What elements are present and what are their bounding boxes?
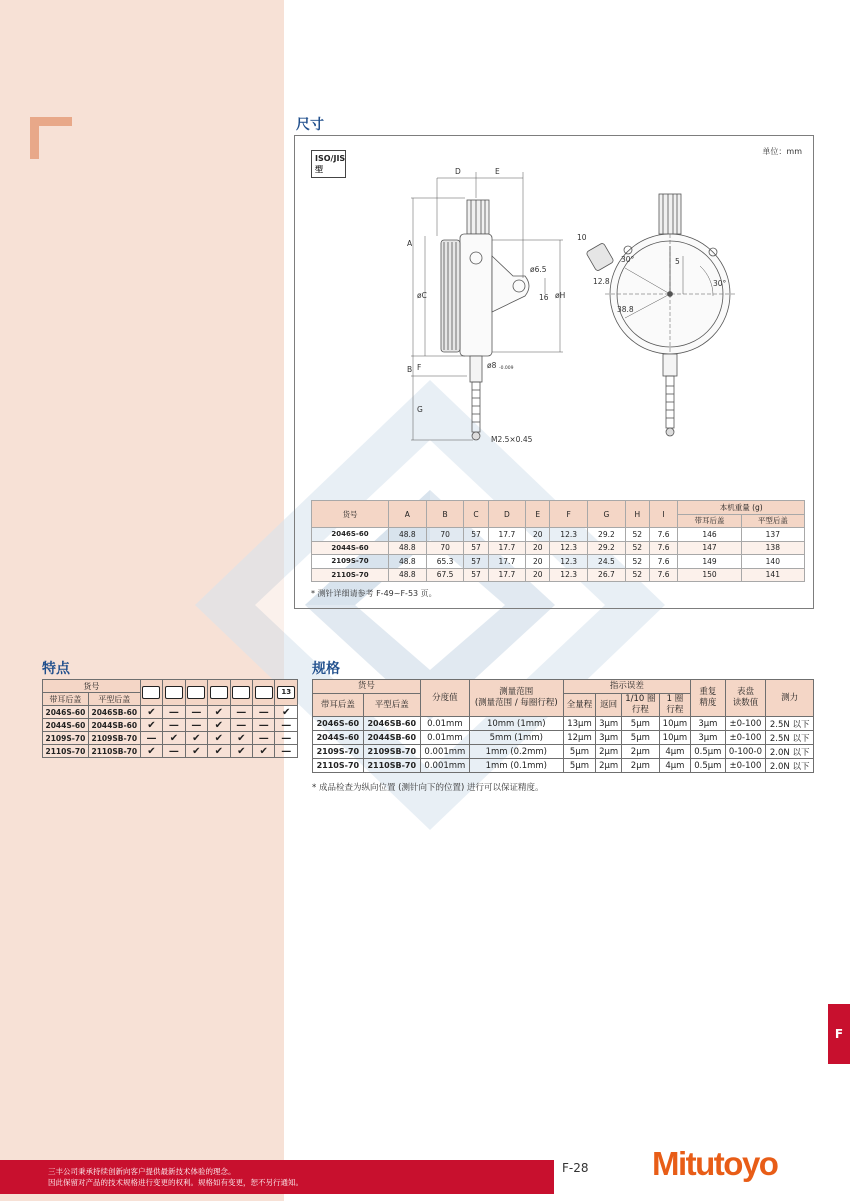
dimensions-table-cell: 7.6 (649, 541, 678, 555)
dimensions-table-cell: 70 (426, 541, 464, 555)
specs-table-cell: 0.01mm (420, 731, 469, 745)
specs-table-cell: 13μm (563, 717, 596, 731)
section-tab-f[interactable]: F (828, 1004, 850, 1064)
features-table-cell: 2110S-70 (43, 745, 89, 758)
footer-disclaimer (48, 1166, 303, 1188)
features-table-cell: ✔ (140, 719, 162, 732)
label-e: E (495, 167, 500, 176)
dimensions-table-cell: 2046S-60 (312, 528, 389, 542)
specs-table-cell: 0.5μm (691, 759, 725, 773)
spec-col-error-full: 全量程 (563, 694, 596, 717)
dimensions-table-cell: 7.6 (649, 555, 678, 569)
label-d: D (455, 167, 461, 176)
specs-note: * 成品检查为纵向位置 (测针向下的位置) 进行可以保证精度。 (312, 783, 544, 793)
specs-table-cell: 3μm (596, 731, 622, 745)
specs-title: 规格 (312, 661, 340, 677)
specs-table-cell: 2110SB-70 (363, 759, 420, 773)
specs-table-cell: 2.5N 以下 (766, 731, 814, 745)
col-a: A (388, 501, 426, 528)
iso-label: ISO/JIS (315, 154, 346, 163)
specs-table-cell: 2.0N 以下 (766, 745, 814, 759)
dimensions-table-cell: 2044S-60 (312, 541, 389, 555)
spec-col-error: 指示误差 (563, 680, 690, 694)
features-table-cell: 2046S-60 (43, 706, 89, 719)
dimensions-table-row (312, 528, 805, 542)
feat-col-code: 货号 (43, 680, 141, 693)
specs-table-cell: 2044S-60 (313, 731, 364, 745)
specs-table-cell: 10μm (659, 731, 691, 745)
dimensions-table-cell: 57 (464, 541, 488, 555)
spec-col-range: 测量范围 (测量范围 / 每圈行程) (469, 680, 563, 717)
dimensions-table-cell: 57 (464, 528, 488, 542)
dimensions-table-cell: 48.8 (388, 555, 426, 569)
specs-table-cell: 5μm (622, 731, 660, 745)
dimensions-table-cell: 52 (625, 555, 649, 569)
label-5: 5 (675, 257, 680, 266)
label-10: 10 (577, 233, 587, 242)
label-a: A (407, 239, 413, 248)
dimensions-table-cell: 7.6 (649, 528, 678, 542)
features-table-cell: ✔ (208, 732, 230, 745)
specs-table-cell: ±0-100 (725, 717, 766, 731)
dimensions-table-cell: 12.3 (550, 568, 588, 582)
dimensions-table-cell: 17.7 (488, 528, 526, 542)
dimensions-table-cell: 149 (678, 555, 741, 569)
features-table-cell: ✔ (253, 745, 275, 758)
specs-table-cell: 2.0N 以下 (766, 759, 814, 773)
iso-jis-type-box (311, 150, 346, 178)
dimensions-table-cell: 52 (625, 541, 649, 555)
specs-table-cell: 2μm (596, 759, 622, 773)
stem-13-label: 13 (281, 688, 292, 696)
label-g: G (417, 405, 423, 414)
dimensions-table-cell: 2110S-70 (312, 568, 389, 582)
specs-table-cell: 0.01mm (420, 717, 469, 731)
features-table-cell: ✔ (208, 745, 230, 758)
features-table-row (43, 745, 298, 758)
dimensions-table-cell: 12.3 (550, 541, 588, 555)
dimensions-table-cell: 20 (526, 568, 550, 582)
footer-line-1: 三丰公司秉承持续创新向客户提供最新技术体验的理念。 (48, 1167, 236, 1176)
dial-range-icon (142, 686, 160, 699)
label-h: øH (555, 291, 566, 300)
dimensions-frame (294, 135, 814, 609)
specs-table-cell: 2109SB-70 (363, 745, 420, 759)
specs-table-cell: 2.5N 以下 (766, 717, 814, 731)
specs-table-cell: 2μm (622, 759, 660, 773)
features-table-cell: 2044SB-60 (88, 719, 140, 732)
specs-table-cell: 2046SB-60 (363, 717, 420, 731)
features-table-cell: — (185, 706, 207, 719)
features-table-cell: ✔ (140, 706, 162, 719)
features-table-cell: 2044S-60 (43, 719, 89, 732)
col-weight: 本机重量 (g) (678, 501, 805, 515)
dimensions-table-row (312, 541, 805, 555)
features-table-cell: ✔ (230, 745, 252, 758)
features-table-cell: ✔ (163, 732, 185, 745)
specs-table-cell: 1mm (0.1mm) (469, 759, 563, 773)
dimensions-table-cell: 2109S-70 (312, 555, 389, 569)
features-title: 特点 (42, 661, 70, 677)
label-f: F (417, 363, 422, 372)
feat-col-lug: 带耳后盖 (43, 693, 89, 706)
dimensions-table-cell: 12.3 (550, 528, 588, 542)
spec-col-error-rev: 1 圈 行程 (659, 694, 691, 717)
specs-table-cell: ±0-100 (725, 731, 766, 745)
specs-table-cell: 4μm (659, 745, 691, 759)
dimensions-table-row (312, 568, 805, 582)
features-table-cell: — (163, 719, 185, 732)
unit-label: 单位：mm (762, 147, 802, 156)
features-table-row (43, 719, 298, 732)
label-thread: M2.5×0.45 (491, 435, 533, 444)
dimensions-table-cell: 65.3 (426, 555, 464, 569)
specs-table-cell: 0.001mm (420, 759, 469, 773)
dimensions-table-cell: 29.2 (588, 541, 626, 555)
specs-table-cell: 3μm (691, 717, 725, 731)
specs-table-cell: 2μm (622, 745, 660, 759)
col-code: 货号 (312, 501, 389, 528)
features-table-row (43, 706, 298, 719)
label-tolerance: -0.009 (499, 366, 514, 371)
page-number: F-28 (562, 1161, 589, 1175)
features-table-cell: 2110SB-70 (88, 745, 140, 758)
label-38-8: 38.8 (617, 305, 634, 314)
specs-table-cell: 12μm (563, 731, 596, 745)
features-table-cell: 2046SB-60 (88, 706, 140, 719)
col-g: G (588, 501, 626, 528)
dimensions-table-cell: 147 (678, 541, 741, 555)
features-table-cell: — (275, 732, 298, 745)
features-table-cell: — (253, 706, 275, 719)
specs-table-cell: 2109S-70 (313, 745, 364, 759)
features-table-cell: ✔ (275, 706, 298, 719)
dial-face-icon (165, 686, 183, 699)
dimensions-table-cell: 48.8 (388, 568, 426, 582)
dimensions-table-cell: 137 (741, 528, 804, 542)
col-c: C (464, 501, 488, 528)
dimensions-table-cell: 20 (526, 528, 550, 542)
features-table-cell: ✔ (208, 706, 230, 719)
features-table-cell: — (163, 706, 185, 719)
features-table-cell: ✔ (208, 719, 230, 732)
spec-col-flat: 平型后盖 (363, 694, 420, 717)
specs-table-cell: 3μm (596, 717, 622, 731)
specs-table (312, 679, 814, 773)
dimensions-table (311, 500, 805, 582)
dimensions-table-cell: 24.5 (588, 555, 626, 569)
footer-line-2: 因此保留对产品的技术规格进行变更的权利。规格如有变更，恕不另行通知。 (48, 1178, 303, 1187)
dimensions-table-cell: 17.7 (488, 568, 526, 582)
dimensions-title: 尺寸 (296, 117, 324, 133)
specs-table-cell: 3μm (691, 731, 725, 745)
dimensions-table-cell: 29.2 (588, 528, 626, 542)
label-b: B (407, 365, 413, 374)
features-table-cell: — (253, 719, 275, 732)
specs-table-cell: 2044SB-60 (363, 731, 420, 745)
specs-table-cell: 5μm (563, 745, 596, 759)
label-16: 16 (539, 293, 549, 302)
dimensions-table-cell: 57 (464, 555, 488, 569)
specs-table-cell: 10mm (1mm) (469, 717, 563, 731)
features-table-cell: — (253, 732, 275, 745)
dimensions-table-cell: 150 (678, 568, 741, 582)
specs-table-cell: 5μm (622, 717, 660, 731)
col-h: H (625, 501, 649, 528)
dimensions-table-cell: 57 (464, 568, 488, 582)
dimensions-table-cell: 70 (426, 528, 464, 542)
label-30b: 30° (713, 279, 727, 288)
shockproof-icon (210, 686, 228, 699)
dimensions-table-cell: 17.7 (488, 541, 526, 555)
col-b: B (426, 501, 464, 528)
specs-table-cell: ±0-100 (725, 759, 766, 773)
features-table-cell: — (140, 732, 162, 745)
dimensions-table-row (312, 555, 805, 569)
label-phi65: ø6.5 (530, 265, 547, 274)
specs-table-cell: 1mm (0.2mm) (469, 745, 563, 759)
label-30a: 30° (621, 255, 635, 264)
spec-col-code: 货号 (313, 680, 421, 694)
dimensions-table-cell: 146 (678, 528, 741, 542)
col-e: E (526, 501, 550, 528)
label-12-8: 12.8 (593, 277, 610, 286)
specs-table-row (313, 759, 814, 773)
features-table-cell: 2109S-70 (43, 732, 89, 745)
dimensions-table-cell: 52 (625, 528, 649, 542)
corner-bracket-mark (30, 117, 72, 159)
spec-col-error-return: 返回 (596, 694, 622, 717)
features-table-cell: — (275, 719, 298, 732)
specs-table-row (313, 731, 814, 745)
type-label: 型 (315, 165, 323, 174)
dial-gauge-drawing (295, 136, 815, 496)
features-table-cell: — (230, 719, 252, 732)
col-f: F (550, 501, 588, 528)
label-phi8: ø8 (487, 361, 497, 370)
specs-table-cell: 2110S-70 (313, 759, 364, 773)
features-table-cell: 2109SB-70 (88, 732, 140, 745)
dimensions-table-cell: 20 (526, 541, 550, 555)
mitutoyo-logo: Mitutoyo (652, 1145, 778, 1182)
specs-table-cell: 0.001mm (420, 745, 469, 759)
col-d: D (488, 501, 526, 528)
dimensions-table-cell: 7.6 (649, 568, 678, 582)
col-weight-lug: 带耳后盖 (678, 514, 741, 528)
features-table-cell: ✔ (185, 732, 207, 745)
features-table (42, 679, 298, 758)
dimensions-table-cell: 20 (526, 555, 550, 569)
gauge-icon (255, 686, 273, 699)
spec-col-error-tenth: 1/10 圈 行程 (622, 694, 660, 717)
dimensions-table-cell: 48.8 (388, 541, 426, 555)
dimensions-table-cell: 67.5 (426, 568, 464, 582)
features-table-cell: — (275, 745, 298, 758)
label-c: øC (417, 291, 427, 300)
specs-table-cell: 2μm (596, 745, 622, 759)
col-i: I (649, 501, 678, 528)
specs-table-cell: 5mm (1mm) (469, 731, 563, 745)
spec-col-force: 测力 (766, 680, 814, 717)
features-table-cell: — (230, 706, 252, 719)
features-table-cell: — (185, 719, 207, 732)
features-table-row (43, 732, 298, 745)
dimensions-table-cell: 138 (741, 541, 804, 555)
features-table-cell: ✔ (185, 745, 207, 758)
specs-table-cell: 2046S-60 (313, 717, 364, 731)
spec-col-dial: 表盘 读数值 (725, 680, 766, 717)
feat-col-flat: 平型后盖 (88, 693, 140, 706)
col-weight-flat: 平型后盖 (741, 514, 804, 528)
stem-13-icon (277, 686, 295, 699)
features-table-cell: ✔ (140, 745, 162, 758)
spec-col-repeat: 重复 精度 (691, 680, 725, 717)
dimensions-table-cell: 141 (741, 568, 804, 582)
dimensions-table-cell: 26.7 (588, 568, 626, 582)
dimensions-note: * 测针详细请参考 F-49~F-53 页。 (311, 589, 437, 598)
dimensions-table-cell: 140 (741, 555, 804, 569)
specs-table-cell: 10μm (659, 717, 691, 731)
specs-table-row (313, 745, 814, 759)
spec-col-resolution: 分度值 (420, 680, 469, 717)
dimensions-table-cell: 52 (625, 568, 649, 582)
jewel-bearing-icon (232, 686, 250, 699)
specs-table-cell: 5μm (563, 759, 596, 773)
features-table-cell: — (163, 745, 185, 758)
specs-table-row (313, 717, 814, 731)
dimensions-table-cell: 17.7 (488, 555, 526, 569)
dual-scale-icon (187, 686, 205, 699)
features-table-cell: ✔ (230, 732, 252, 745)
specs-table-cell: 4μm (659, 759, 691, 773)
spec-col-lug: 带耳后盖 (313, 694, 364, 717)
dimensions-table-cell: 48.8 (388, 528, 426, 542)
specs-table-cell: 0.5μm (691, 745, 725, 759)
specs-table-cell: 0-100-0 (725, 745, 766, 759)
dimensions-table-cell: 12.3 (550, 555, 588, 569)
